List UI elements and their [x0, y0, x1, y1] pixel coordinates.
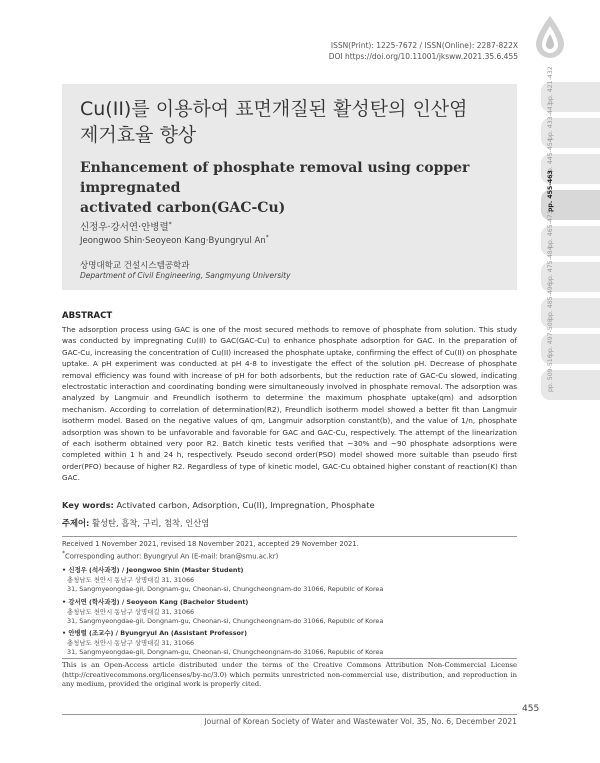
keywords-value: Activated carbon, Adsorption, Cu(II), Impregnation, Phosphate [116, 500, 375, 510]
korean-title-line: 제거효율 향상 [80, 124, 197, 146]
english-title-line: activated carbon(GAC-Cu) [80, 200, 286, 216]
author-info-address-en: 31, Sangmyeongdae-gil, Dongnam-gu, Cheonan-si, Chungcheongnam-do 31066, Republic of Korea [67, 585, 384, 594]
sidebar-tab-label: pp. 465-473 [547, 210, 554, 248]
keywords-korean-label: 주제어: [62, 518, 90, 528]
sidebar-tab-label: pp. 455-463 [547, 170, 554, 212]
author-info-name-text: 안병렬 (조교수) / Byungryul An (Assistant Professor) [68, 629, 247, 637]
received-dates: Received 1 November 2021, revised 18 November 2021, accepted 29 November 2021. [62, 540, 359, 548]
author-info-name-text: 강서연 (학사과정) / Seoyeon Kang (Bachelor Student) [68, 598, 249, 606]
abstract-heading: ABSTRACT [62, 311, 113, 321]
author-info-address-kr: 충청남도 천안시 동남구 상명대길 31, 31066 [67, 575, 195, 584]
affiliation-english: Department of Civil Engineering, Sangmyung University [80, 271, 291, 280]
author-info-name: • 강서연 (학사과정) / Seoyeon Kang (Bachelor Student) [62, 598, 249, 606]
keywords-label: Key words: [62, 500, 114, 510]
author-info-address-kr: 충청남도 천안시 동남구 상명대길 31, 31066 [67, 638, 195, 647]
author-info-block [62, 629, 383, 658]
issn-doi-block [300, 40, 518, 62]
corresponding-author-text: Corresponding author: Byungryul An (E-mail: bran@smu.ac.kr) [65, 552, 279, 561]
author-info-name-text: 신정우 (석사과정) / Jeongwoo Shin (Master Student) [68, 566, 244, 574]
sidebar-tab-label: pp. 445-454 [547, 138, 554, 176]
sidebar-tab-label: pp. 421-432 [547, 66, 554, 104]
sidebar-tab[interactable] [541, 354, 600, 400]
sidebar-tab-label: pp. 475-484 [547, 246, 554, 284]
keywords-korean-value: 활성탄, 흡착, 구리, 첨착, 인산염 [92, 518, 210, 528]
divider [62, 658, 517, 659]
author-info-block [62, 598, 383, 627]
korean-title-line: Cu(II)를 이용하여 표면개질된 활성탄의 인산염 [80, 98, 468, 120]
affiliation-korean: 상명대학교 건설시스템공학과 [80, 261, 190, 271]
authors-english-names: Jeongwoo Shin·Seoyeon Kang·Byungryul An [80, 235, 266, 246]
journal-logo-icon [528, 14, 572, 60]
author-info-block [62, 566, 383, 595]
english-title-line: Enhancement of phosphate removal using copper impregnated [80, 160, 470, 196]
corresponding-mark: * [168, 220, 172, 228]
author-info-name: • 신정우 (석사과정) / Jeongwoo Shin (Master Student) [62, 566, 244, 574]
footer-divider [62, 714, 517, 715]
divider [62, 536, 517, 537]
authors-english [80, 234, 269, 246]
author-info-address-en: 31, Sangmyeongdae-gil, Dongnam-gu, Cheonan-si, Chungcheongnam-do 31066, Republic of Korea [67, 648, 384, 657]
english-title [80, 158, 510, 218]
corresponding-mark: * [265, 234, 269, 241]
abstract-text: The adsorption process using GAC is one of the most secured methods to remove of phosphate from solution. This study was conducted by impregnating Cu(II) to GAC(GAC-Cu) to enhance phosphate adsorption for GAC. In the preparation of GAC-Cu, increasing the concentration of Cu(II) increased the phosphate uptake, confirming the effect of Cu(II) on phosphate uptake. A pH experiment was conducted at pH 4-8 to investigate the effect of the solution pH. Decrease of phosphate removal efficiency was found with increase of pH for both adsorbents, but the reduction rate of GAC-Cu slowed, indicating electrostatic interaction and coordinating bonding were simultaneously involved in phosphate removal. The adsorption was analyzed by Langmuir and Freundlich isotherm to determine the maximum phosphate uptake(qm) and adsorption mechanism. According to correlation of determination(R2), Freundlich isotherm model showed a better fit than Langmuir isotherm model. Based on the negative values of qm, Langmuir adsorption constant(b), and the value of 1/n, phosphate adsorption was shown to be unfavorable and favorable for GAC and GAC-Cu, respectively. The attempt of the linearization of each isotherm obtained very poor R2. Batch kinetic tests verified that ~30% and ~90 phosphate adsorptions were completed within 1 h and 24 h, respectively. Pseudo second order(PSO) model showed more suitable than pseudo first order(PFO) because of higher R2. Regardless of type of kinetic model, GAC-Cu obtained higher constant of reaction(K) than GAC. [62, 325, 517, 483]
korean-title [80, 96, 510, 148]
doi-line[interactable]: DOI https://doi.org/10.11001/jksww.2021.35.6.455 [328, 52, 518, 61]
corresponding-author: *Corresponding author: Byungryul An (E-mail: bran@smu.ac.kr) [62, 550, 279, 561]
page-number: 455 [522, 704, 540, 714]
authors-korean-names: 신정우·강서연·안병렬 [80, 222, 169, 233]
journal-footer: Journal of Korean Society of Water and Wastewater Vol. 35, No. 6, December 2021 [204, 717, 517, 726]
author-info-address-kr: 충청남도 천안시 동남구 상명대길 31, 31066 [67, 607, 195, 616]
keywords-korean-line [62, 517, 209, 529]
authors-korean [80, 219, 172, 233]
sidebar-tab-label: pp. 485-496 [547, 282, 554, 320]
sidebar-tab-label: pp. 497-508 [547, 318, 554, 356]
license-notice: This is an Open-Access article distributed under the terms of the Creative Commons Attribution Non-Commercial License (http://creativecommons.org/licenses/by-nc/3.0) which permits unrestricted non-commercial use, distribution, and reproduction in any medium, provided the original work is properly cited. [62, 661, 517, 689]
author-info-name: • 안병렬 (조교수) / Byungryul An (Assistant Professor) [62, 629, 247, 637]
issn-line: ISSN(Print): 1225-7672 / ISSN(Online): 2287-822X [330, 41, 518, 50]
author-info-address-en: 31, Sangmyeongdae-gil, Dongnam-gu, Cheonan-si, Chungcheongnam-do 31066, Republic of Korea [67, 617, 384, 626]
sidebar-tab-label: pp. 509-516 [547, 354, 554, 392]
keywords-line [62, 500, 375, 510]
sidebar-tab-label: pp. 433-443 [547, 102, 554, 140]
